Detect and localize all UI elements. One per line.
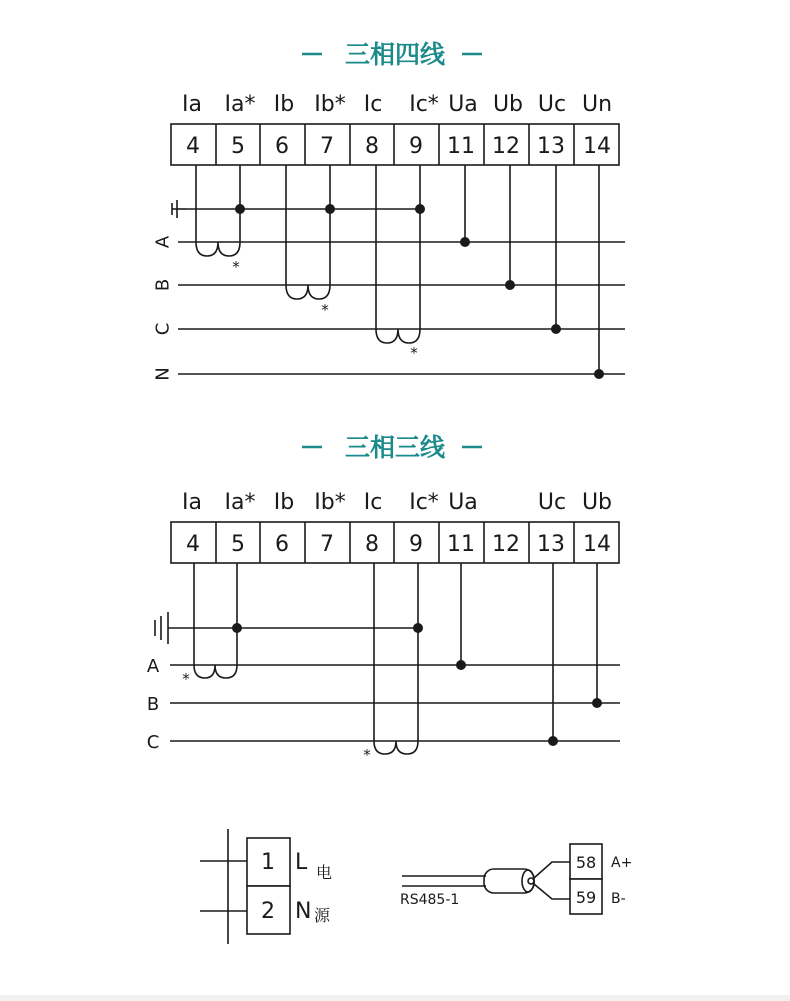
terminal-number: 11 (447, 532, 475, 557)
terminal-number: 9 (409, 532, 423, 557)
terminal-number: 14 (583, 134, 611, 159)
header-label: Ib* (314, 490, 346, 515)
header-label: Ib (273, 490, 295, 515)
three-wire-title: 三相三线 (344, 433, 446, 462)
terminal-number: 2 (261, 899, 275, 924)
polarity-star: * (410, 344, 418, 362)
label-yuan: 源 (314, 906, 331, 925)
polarity-star: * (232, 258, 240, 276)
label-n: N (295, 899, 312, 924)
header-label: Ia* (224, 490, 256, 515)
wire-b (534, 884, 570, 899)
label-b-minus: B- (611, 891, 626, 907)
phase-label-a: A (146, 656, 160, 677)
four-wire-terminal-block (171, 124, 619, 165)
terminal-number: 7 (320, 532, 334, 557)
terminal-number: 11 (447, 134, 475, 159)
ct-coil-a (182, 563, 242, 688)
terminal-number: 5 (231, 532, 245, 557)
polarity-star: * (321, 301, 329, 319)
bottom-divider (0, 995, 790, 1001)
terminal-number: 8 (365, 134, 379, 159)
four-wire-header-labels (182, 92, 612, 117)
header-label: Un (581, 92, 613, 117)
header-label: Ic (363, 490, 383, 515)
label-l: L (295, 850, 308, 875)
header-label: Ib* (314, 92, 346, 117)
phase-label-c: C (146, 732, 160, 753)
terminal-number: 7 (320, 134, 334, 159)
voltage-taps (456, 563, 602, 746)
terminal-number: 6 (275, 134, 289, 159)
header-label: Ic* (409, 490, 439, 515)
ct-coil-a (196, 165, 245, 276)
wire-a (534, 862, 570, 878)
phase-label-b: B (152, 278, 174, 292)
polarity-star: * (182, 670, 190, 688)
terminal-number: 13 (537, 532, 565, 557)
voltage-taps (460, 165, 604, 379)
three-wire-section (147, 433, 620, 764)
ct-coil-c (363, 563, 423, 764)
header-label: Ua (448, 490, 478, 515)
terminal-number: 8 (365, 532, 379, 557)
header-label: Ua (448, 92, 478, 117)
ct-coil-c (376, 165, 425, 362)
terminal-number: 9 (409, 134, 423, 159)
three-wire-header-labels (182, 490, 612, 515)
terminal-number: 1 (261, 850, 275, 875)
phase-label-n: N (152, 367, 174, 381)
terminal-number: 4 (186, 532, 200, 557)
header-label: Uc (537, 92, 567, 117)
ground-symbol (155, 612, 168, 644)
ground-symbol (172, 200, 186, 218)
terminal-number: 58 (575, 853, 597, 872)
three-wire-terminal-block (171, 522, 619, 563)
terminal-number: 12 (492, 532, 520, 557)
header-label: Ia (182, 92, 202, 117)
terminal-number: 14 (583, 532, 611, 557)
header-label: Ic (363, 92, 383, 117)
terminal-number: 5 (231, 134, 245, 159)
polarity-star: * (363, 746, 371, 764)
header-label: Uc (537, 490, 567, 515)
terminal-number: 4 (186, 134, 200, 159)
terminal-number: 12 (492, 134, 520, 159)
phase-label-b: B (146, 694, 160, 715)
terminal-number: 13 (537, 134, 565, 159)
header-label: Ia* (224, 92, 256, 117)
cable-shield (484, 869, 534, 893)
phase-label-c: C (152, 322, 174, 336)
phase-label-a: A (152, 235, 174, 249)
header-label: Ic* (409, 92, 439, 117)
header-label: Ia (182, 490, 202, 515)
rs485-section (400, 844, 632, 914)
header-label: Ib (273, 92, 295, 117)
header-label: Ub (492, 92, 524, 117)
power-supply-section (200, 829, 332, 944)
label-a-plus: A+ (611, 855, 633, 871)
label-dian: 电 (316, 863, 333, 882)
terminal-number: 59 (575, 888, 597, 907)
header-label: Ub (581, 490, 613, 515)
rs485-label: RS485-1 (400, 892, 460, 908)
terminal-number: 6 (275, 532, 289, 557)
four-wire-section (153, 40, 626, 381)
four-wire-title: 三相四线 (344, 40, 446, 69)
